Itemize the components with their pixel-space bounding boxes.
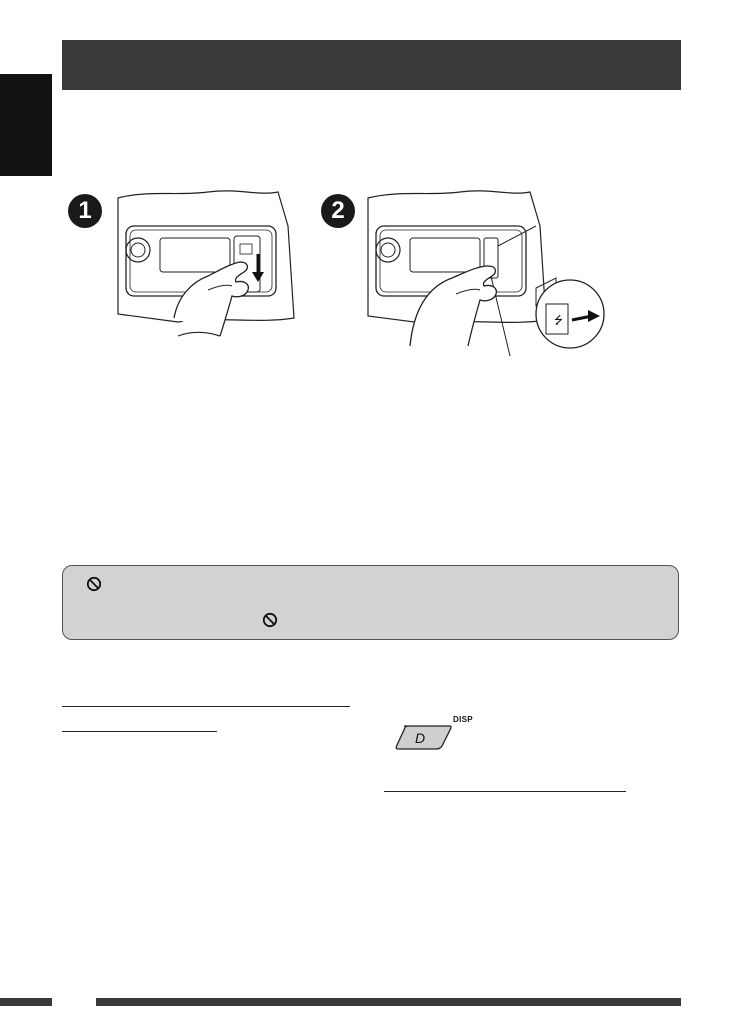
section-header-bar bbox=[62, 40, 681, 90]
step-two-number: 2 bbox=[331, 197, 345, 224]
disp-key-letter: D bbox=[414, 730, 426, 746]
language-side-tab bbox=[0, 74, 52, 176]
heading-rule bbox=[62, 706, 350, 707]
detach-faceplate-illustration bbox=[108, 186, 298, 346]
prohibit-icon-inline bbox=[262, 612, 278, 628]
connect-usb-device-illustration bbox=[360, 186, 610, 356]
step-one-number: 1 bbox=[78, 197, 92, 224]
prohibit-icon bbox=[86, 576, 102, 592]
display-button-icon[interactable] bbox=[394, 722, 454, 752]
heading-rule-short bbox=[62, 731, 217, 732]
notice-box bbox=[62, 565, 679, 640]
subheading-rule bbox=[384, 791, 626, 792]
step-two-badge-icon bbox=[321, 194, 355, 228]
step-one-badge-icon bbox=[68, 194, 102, 228]
footer-bar-left bbox=[0, 998, 52, 1006]
disp-label: DISP bbox=[453, 715, 473, 724]
footer-bar-right bbox=[96, 998, 681, 1006]
svg-text:⭍: ⭍ bbox=[554, 314, 564, 327]
